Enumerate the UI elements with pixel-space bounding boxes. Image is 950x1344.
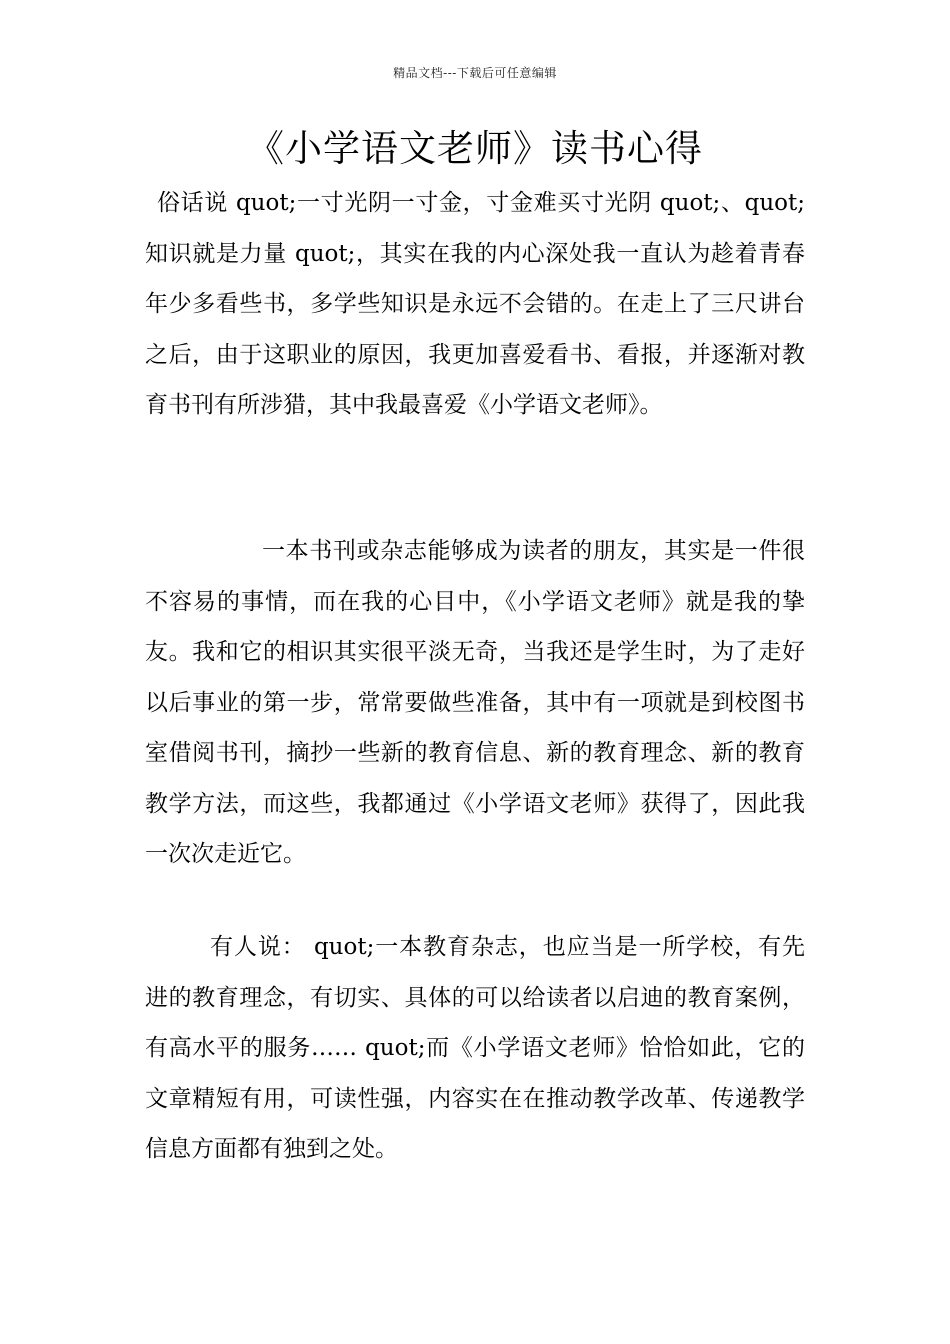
paragraph-1: 俗话说 quot;一寸光阴一寸金，寸金难买寸光阴 quot;、quot;知识就是力量 quot;，其实在我的内心深处我一直认为趁着青春年少多看些书，多学些知识是永远不会错的。在走上了三尺讲台之后，由于这职业的原因，我更加喜爱看书、看报，并逐渐对教育书刊有所涉猎，其中我最喜爱《小学语文老师》。 [145,190,805,418]
paragraph-2: 一本书刊或杂志能够成为读者的朋友，其实是一件很不容易的事情，而在我的心目中，《小学语文老师》就是我的挚友。我和它的相识其实很平淡无奇，当我还是学生时，为了走好以后事业的第一步，常常要做些准备，其中有一项就是到校图书室借阅书刊，摘抄一些新的教育信息、新的教育理念、新的教育教学方法，而这些，我都通过《小学语文老师》获得了，因此我一次次走近它。 [145,538,805,867]
header-note: 精品文档---下载后可任意编辑 [393,66,557,80]
paragraph-3: 有人说： quot;一本教育杂志，也应当是一所学校，有先进的教育理念，有切实、具体的可以给读者以启迪的教育案例，有高水平的服务…… quot;而《小学语文老师》恰恰如此，它的文章精短有用，可读性强，内容实在在推动教学改革、传递教学信息方面都有独到之处。 [145,934,805,1162]
document-title: 《小学语文老师》读书心得 [247,127,703,170]
